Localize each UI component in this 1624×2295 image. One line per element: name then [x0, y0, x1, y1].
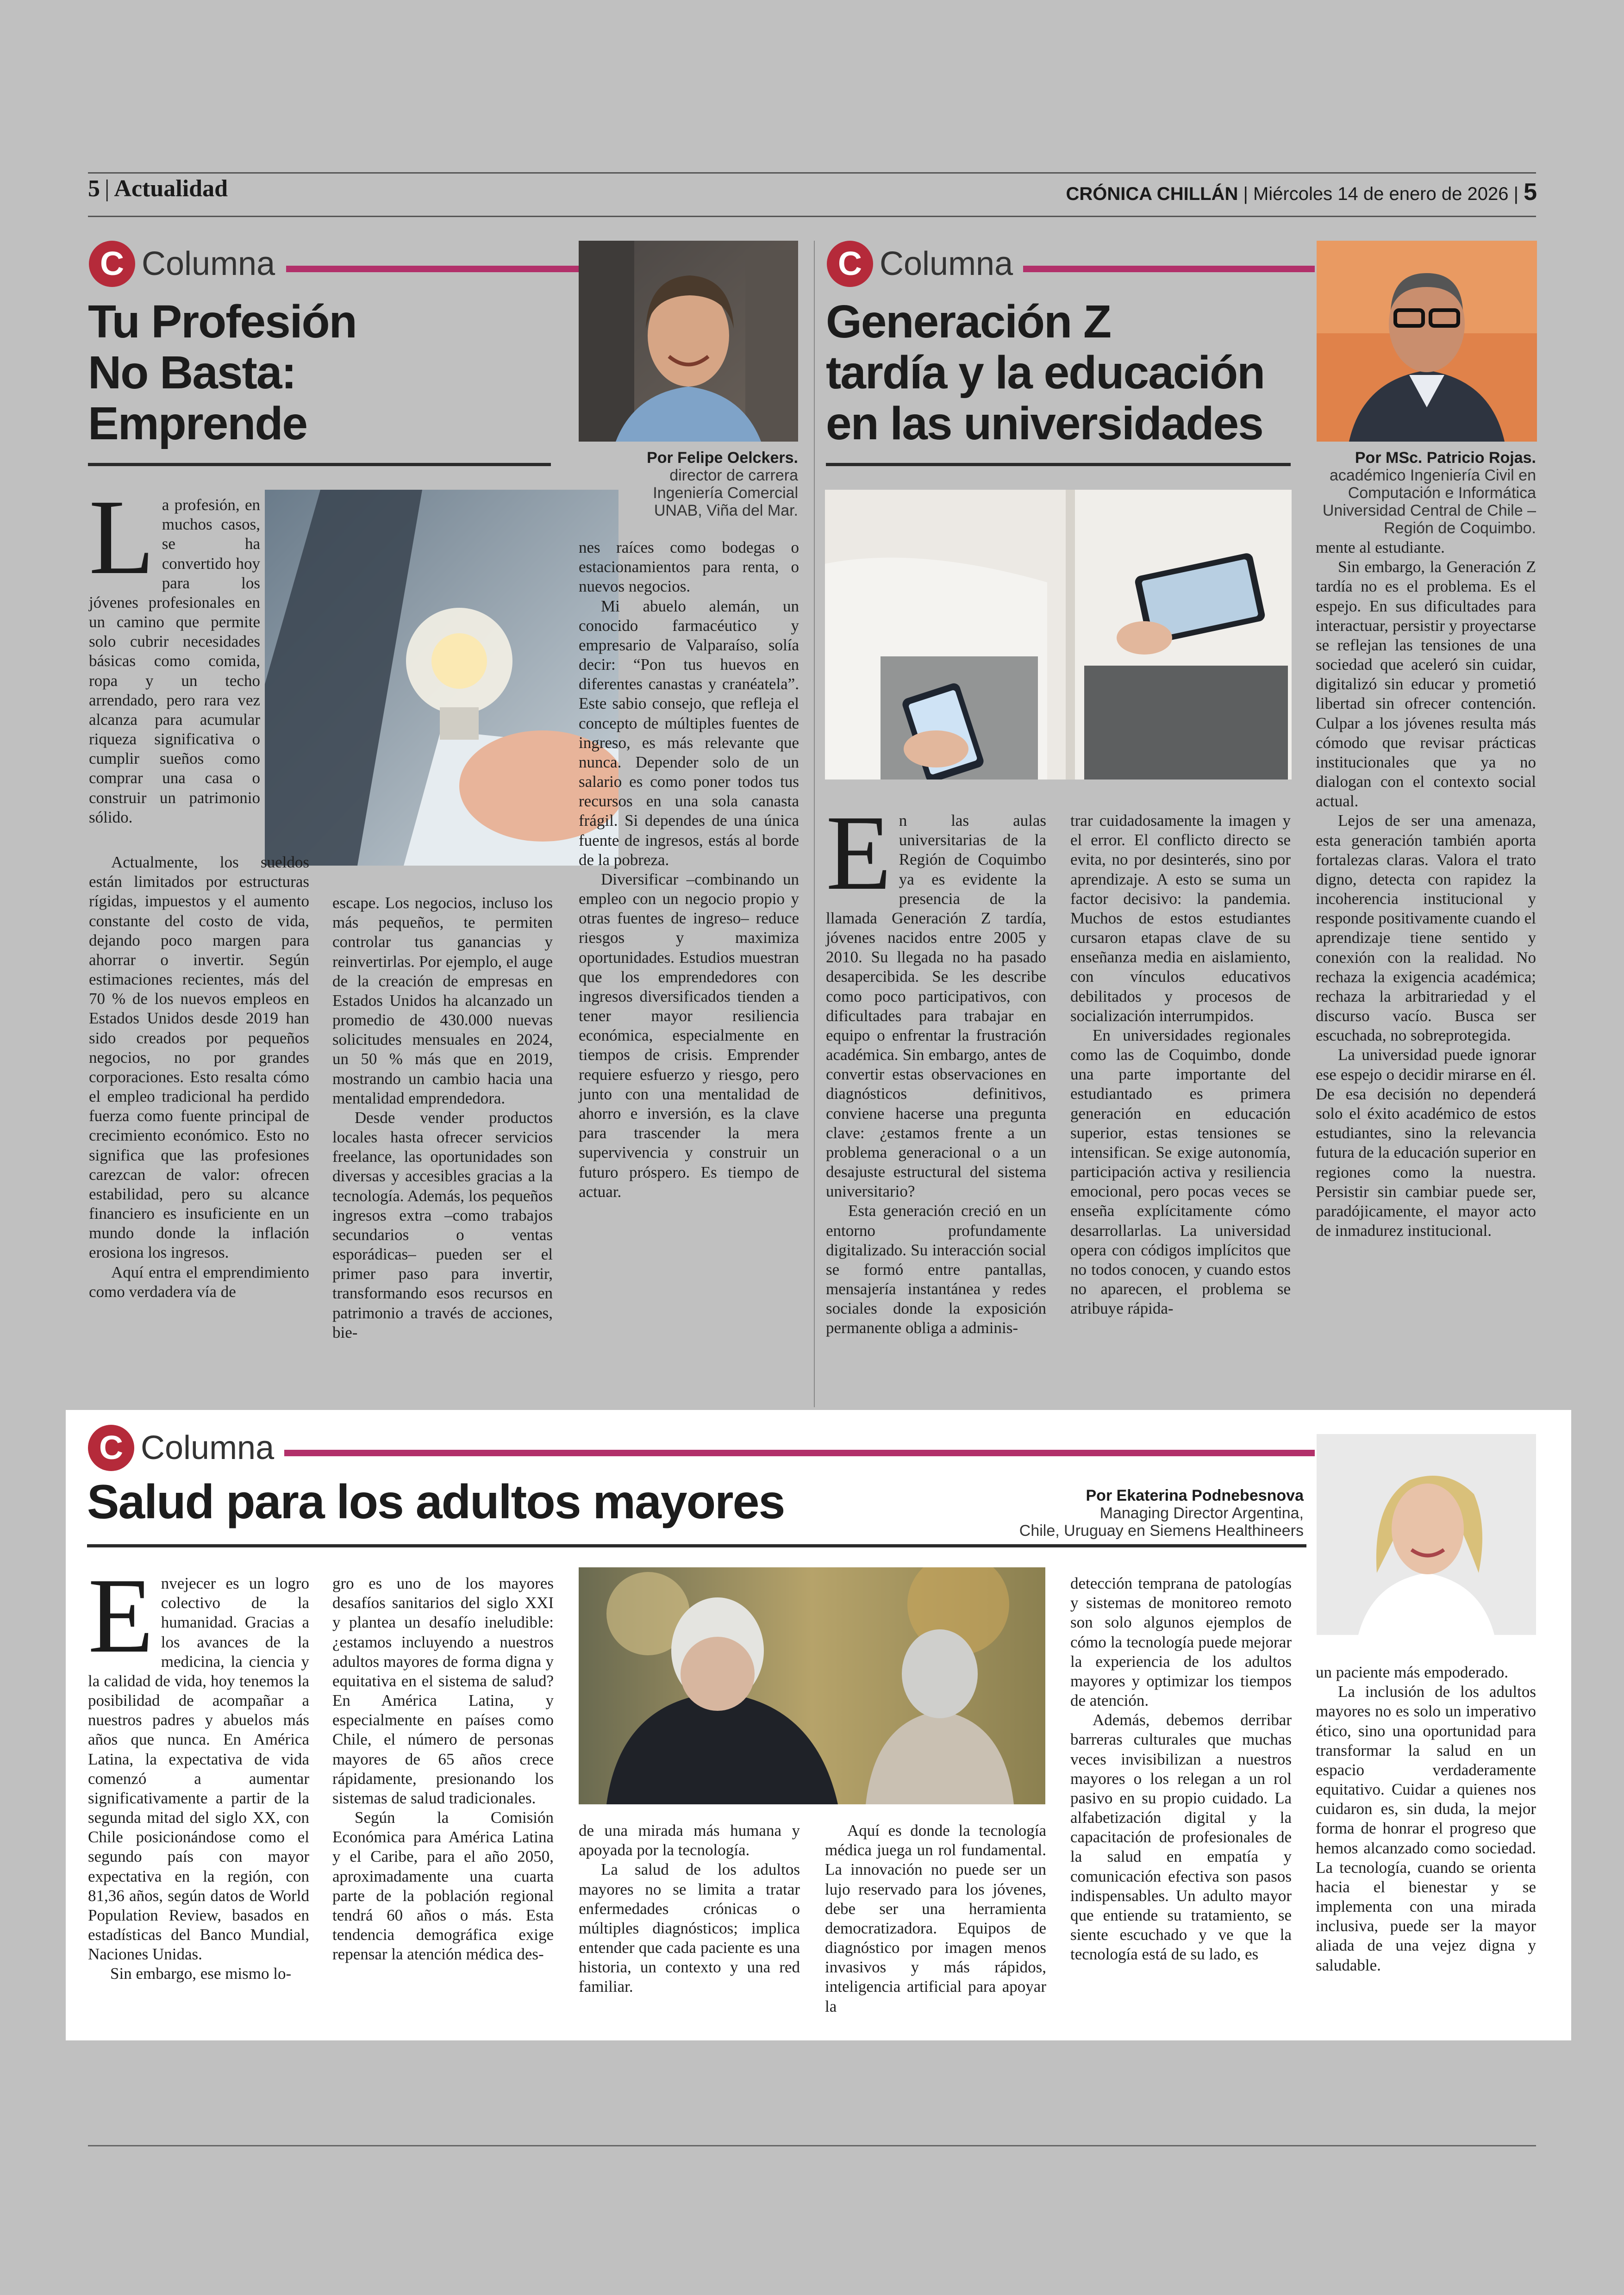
column-tag-label: Columna [880, 245, 1013, 282]
author-role: Chile, Uruguay en Siemens Healthineers [1019, 1522, 1304, 1540]
headline-underline [826, 463, 1291, 466]
headline-line: Generación Z [826, 296, 1111, 348]
paragraph: La salud de los adultos mayores no se limita a tratar enfermedades crónicas o múltiples diagnósticos; implica entender que cada paciente es una historia, un contexto y una red familiar. [579, 1860, 800, 1996]
paragraph: Diversificar –combinando un empleo con un negocio propio y otras fuentes de ingreso– reduce riesgos y maximiza oportunidades. Estudios muestran que los emprendedores con ingresos diversificados tienden a tener mayor resiliencia económica, especialmente en tiempos de crisis. Emprender requiere esfuerzo y riesgo, pero junto con una mentalidad de ahorro e inversión, es la clave para trascender la mera supervivencia y construir un futuro próspero. Es tiempo de actuar. [579, 870, 799, 1201]
page-number-left: 5 [88, 175, 100, 202]
paragraph: n las aulas universitarias de la Región de Coquimbo ya es evidente la presencia de la llamada Generación Z tardía, jóvenes nacidos entre 2005 y 2010. Su llegada no ha pasado desapercibida. Se les describe como poco participativos, con dificultades para trabajar en equipo o enfrentar la frustración académica. Sin embargo, antes de convertir estas observaciones en diagnósticos definitivos, conviene hacerse una pregunta clave: ¿estamos frente a un problema generacional o a un desajuste estructural del sistema universitario? [826, 811, 1046, 1201]
paragraph: Lejos de ser una amenaza, esta generación también aporta fortalezas claras. Valora el trato digno, detecta con rapidez la incoherencia institucional y responde positivamente cuando el aprendizaje tiene sentido y conexión con la realidad. No rechaza la exigencia académica; rechaza la arbitrariedad y el discurso vacío. Busca ser escuchada, no sobreprotegida. [1316, 811, 1536, 1045]
article-a2-col2 [1070, 811, 1291, 1318]
paragraph: La inclusión de los adultos mayores no es solo un imperativo ético, sino una oportunidad para transformar la salud en un espacio verdaderamente equitativo. Cuidar a quienes nos cuidaron es, sin duda, la mejor forma de honrar el progreso que hemos alcanzado como sociedad. La tecnología, cuando se orienta hacia el bienestar y se implementa con una mirada inclusiva, puede ser la mayor aliada de una vejez digna y saludable. [1316, 1683, 1536, 1974]
column-tag-label: Columna [141, 1429, 275, 1466]
author-name: Por MSc. Patricio Rojas. [1355, 449, 1536, 467]
paragraph: detección temprana de patologías y sistemas de monitoreo remoto son solo algunos ejemplos de cómo la tecnología puede mejorar la experiencia de los adultos mayores y optimizar los tiempos de atención. [1070, 1574, 1292, 1710]
article-a1-col2 [332, 893, 553, 1342]
article-a2-col1 [826, 793, 1046, 1338]
article-a2-col3 [1316, 538, 1536, 1241]
paragraph: trar cuidadosamente la imagen y el error. El conflicto directo se evita, no por desinterés, sino por aprendizaje. A esto se suma un factor decisivo: la pandemia. Muchos de estos estudiantes cursaron etapas clave de su enseñanza media en aislamiento, con vínculos educativos debilitados y procesos de socialización interrumpidos. [1070, 811, 1291, 1025]
article-a3-col2 [332, 1574, 554, 1964]
author-role: UNAB, Viña del Mar. [654, 502, 798, 520]
paragraph: En universidades regionales como las de Coquimbo, donde una parte importante del estudiantado es primera generación en educación superior, estas tensiones se intensifican. Se exige autonomía, participación activa y resiliencia emocional, pero pocas veces se enseña explícitamente cómo desarrollarlas. La universidad opera con códigos implícitos que no todos conocen, y cuando estos no aparecen, el problema se atribuye rápida- [1070, 1026, 1291, 1318]
author-role: Ingeniería Comercial [653, 484, 798, 502]
author-role: director de carrera [669, 467, 798, 485]
column-tag-label: Columna [142, 245, 275, 282]
article-a1-col3 [579, 538, 799, 1202]
headline-a1 [88, 296, 579, 449]
headline-line: Tu Profesión [88, 296, 356, 348]
article-a3-col1 [88, 1556, 309, 1984]
issue-date: Miércoles 14 de enero de 2026 [1253, 184, 1509, 204]
headline-line: en las universidades [826, 398, 1263, 449]
header-underline [88, 216, 1536, 217]
author-photo-rojas [1317, 241, 1537, 442]
drop-cap: E [88, 1556, 154, 1675]
section-header: 5 | Actualidad [88, 175, 228, 202]
drop-cap: E [826, 793, 892, 912]
paragraph: Aquí es donde la tecnología médica juega un rol fundamental. La innovación no puede ser un lujo reservado para los jóvenes, debe ser una herramienta democratizadora. Equipos de diagnóstico por imagen menos invasivos y más rápidos, inteligencia artificial para apoyar la [825, 1821, 1046, 2015]
author-role: Computación e Informática [1348, 484, 1536, 502]
paragraph: escape. Los negocios, incluso los más pequeños, te permiten controlar tus ganancias y reinvertirlas. Por ejemplo, el auge de la creación de empresas en Estados Unidos ha alcanzado un promedio de 430.000 nuevas solicitudes mensuales en 2024, un 50 % más que en 2019, mostrando un cambio hacia una mentalidad emprendedora. [332, 894, 553, 1107]
masthead-info: CRÓNICA CHILLÁN | Miércoles 14 de enero de 2026 | 5 [1066, 179, 1537, 206]
top-rule [88, 172, 1536, 174]
drop-cap: L [89, 478, 155, 597]
author-role: académico Ingeniería Civil en [1329, 467, 1536, 485]
author-name: Por Felipe Oelckers. [647, 449, 798, 467]
paragraph: Desde vender productos locales hasta ofrecer servicios freelance, las oportunidades son diversas y accesibles gracias a la tecnología. Además, los pequeños ingresos extra –como trabajos secundarios o ventas esporádicas– pueden ser el primer paso para invertir, transformando esos recursos en patrimonio a través de acciones, bie- [332, 1108, 553, 1341]
byline-a2 [1292, 449, 1536, 537]
paragraph: a profesión, en muchos casos, se ha convertido hoy para los jóvenes profesionales en un camino que permite solo cubrir necesidades básicas como comida, ropa y un techo arrendado, pero rara vez alcanza para acumular riqueza significativa o cumplir sueños como comprar una casa o construir un patrimonio sólido. [89, 496, 260, 826]
column-c-icon: C [88, 1425, 134, 1471]
paragraph: Además, debemos derribar barreras culturales que muchas veces invisibilizan a nuestros mayores o los relegan a un rol pasivo en su propio cuidado. La alfabetización digital y la capacitación de profesionales de la salud en empatía y comunicación efectiva son pasos indispensables. Un adulto mayor que entiende su tratamiento, se siente escuchado y ve que la tecnología está de su lado, es [1070, 1711, 1292, 1964]
page-number-right: 5 [1524, 179, 1537, 206]
article-a1-col1 [89, 478, 260, 827]
paragraph: Sin embargo, la Generación Z tardía no es el problema. Es el espejo. En sus dificultades para interactuar, persistir y proyectarse se reflejan las tensiones de una sociedad que aceleró sin cuidar, digitalizó sin educar y prometió libertad sin ofrecer contención. Culpar a los jóvenes resulta más cómodo que revisar prácticas institucionales que ya no dialogan con el contexto social actual. [1316, 558, 1536, 811]
author-role: Managing Director Argentina, [1099, 1504, 1304, 1522]
column-tag-a1 [89, 241, 275, 287]
column-c-icon: C [89, 241, 135, 287]
headline-underline [87, 1544, 1306, 1547]
column-accent-bar [1023, 266, 1315, 272]
headline-line: tardía y la educación [826, 347, 1265, 399]
paragraph: de una mirada más humana y apoyada por la tecnología. [579, 1821, 800, 1859]
article-a3-col6 [1316, 1663, 1536, 1975]
section-name: Actualidad [114, 175, 228, 202]
author-role: Universidad Central de Chile – [1322, 502, 1536, 520]
paragraph: gro es uno de los mayores desafíos sanitarios del siglo XXI y plantea un desafío ineludible: ¿estamos incluyendo a nuestros adultos mayores de forma digna y equitativa en el sistema de salud? En América Latina, y especialmente en países como Chile, el número de personas mayores de 65 años crece rápidamente, presionando los sistemas de salud tradicionales. [332, 1574, 554, 1807]
column-divider [814, 241, 815, 1407]
column-tag-a3 [88, 1425, 274, 1471]
students-tablet-photo [825, 490, 1292, 780]
column-c-icon: C [827, 241, 873, 287]
lightbulb-laptop-photo [265, 490, 618, 866]
elderly-couple-photo [579, 1567, 1045, 1804]
paragraph: Aquí entra el emprendimiento como verdadera vía de [89, 1263, 309, 1301]
paragraph: Actualmente, los sueldos están limitados por estructuras rígidas, impuestos y el aumento constante del costo de vida, dejando poco margen para ahorrar o invertir. Según estimaciones recientes, más del 70 % de los nuevos empleos en Estados Unidos desde 2019 han sido creados por pequeños negocios, no por grandes corporaciones. Esto resalta cómo el empleo tradicional ha perdido fuerza como fuente principal de crecimiento económico. Esto no significa que las profesiones carezcan de valor: ofrecen estabilidad, pero su alcance financiero es insuficiente en un mundo donde la inflación erosiona los ingresos. [89, 853, 309, 1262]
article-a3-col5 [1070, 1574, 1292, 1964]
article-a3-col4 [825, 1821, 1046, 2016]
paragraph: nes raíces como bodegas o estacionamientos para renta, o nuevos negocios. [579, 538, 799, 596]
article-a1-col1-lower [89, 853, 309, 1302]
column-accent-bar [286, 266, 579, 272]
article-a3-col3 [579, 1821, 800, 1997]
column-accent-bar [284, 1450, 1315, 1456]
paragraph: un paciente más empoderado. [1316, 1663, 1508, 1681]
author-photo-oelckers [579, 241, 798, 442]
headline-a2 [826, 296, 1335, 449]
headline-line: Emprende [88, 398, 307, 449]
headline-a3: Salud para los adultos mayores [87, 1475, 785, 1529]
paragraph: Esta generación creció en un entorno profundamente digitalizado. Su interacción social se formó entre pantallas, mensajería instantánea y redes sociales donde la exposición permanente obliga a adminis- [826, 1202, 1046, 1337]
paragraph: mente al estudiante. [1316, 538, 1445, 556]
author-photo-podnebesnova [1317, 1434, 1536, 1635]
paragraph: La universidad puede ignorar ese espejo o decidir mirarse en él. De esa decisión no dependerá solo el éxito académico de estos estudiantes, sino la relevancia futura de la educación superior en regiones como la nuestra. Persistir sin cambiar puede ser, paradójicamente, el mayor acto de inmadurez institucional. [1316, 1046, 1536, 1240]
paragraph: nvejecer es un logro colectivo de la humanidad. Gracias a los avances de la medicina, la ciencia y la calidad de vida, hoy tenemos la posibilidad de acompañar a nuestros padres y abuelos más años que nunca. En América Latina, la expectativa de vida comenzó a aumentar significativamente a partir de la segunda mitad del siglo XX, con Chile posicionándose como el segundo país con mayor expectativa en la región, con 81,36 años, según datos de World Population Review, basados en estadísticas del Banco Mundial, Naciones Unidas. [88, 1574, 309, 1964]
column-tag-a2 [827, 241, 1013, 287]
paper-name: CRÓNICA CHILLÁN [1066, 184, 1238, 204]
headline-underline [88, 463, 551, 466]
author-name: Por Ekaterina Podnebesnova [1086, 1487, 1304, 1504]
author-role: Región de Coquimbo. [1384, 519, 1536, 537]
paragraph: Según la Comisión Económica para América Latina y el Caribe, para el año 2050, aproximadamente una cuarta parte de la población regional tendrá 60 años o más. Esta tendencia demográfica exige repensar la atención médica des- [332, 1809, 554, 1964]
byline-a3 [991, 1487, 1304, 1540]
paragraph: Sin embargo, ese mismo lo- [110, 1964, 292, 1983]
paragraph: Mi abuelo alemán, un conocido farmacéutico y empresario de Valparaíso, solía decir: “Pon tus huevos en diferentes canastas y cranéatela”. Este sabio consejo, que refleja el concepto de múltiples fuentes de ingreso, es más relevante que nunca. Depender solo de un salario es como poner todos tus recursos en una sola canasta frágil. Si dependes de una única fuente de ingresos, estás al borde de la pobreza. [579, 597, 799, 869]
headline-line: No Basta: [88, 347, 296, 399]
footer-rule [88, 2145, 1536, 2146]
